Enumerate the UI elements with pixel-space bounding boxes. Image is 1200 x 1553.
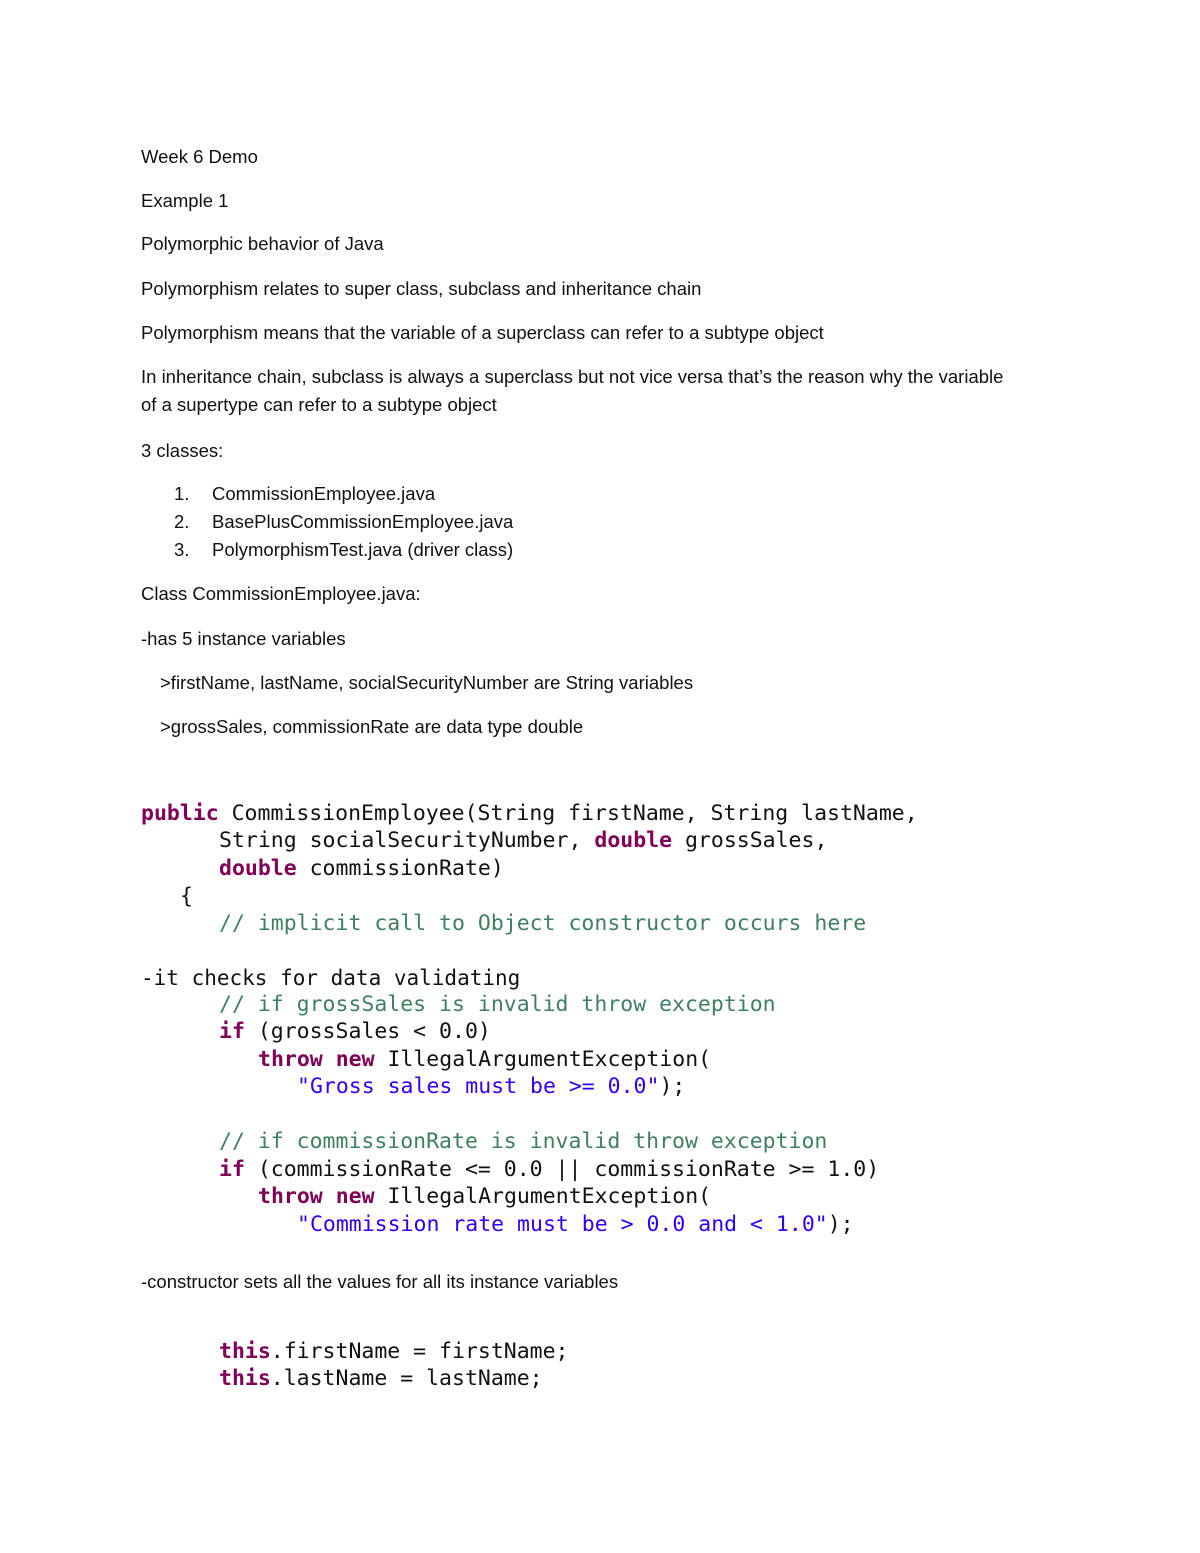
paragraph-polymorphism-means: Polymorphism means that the variable of a superclass can refer to a subtype object <box>141 322 824 343</box>
instance-variables-note: -has 5 instance variables <box>141 628 346 649</box>
code-line <box>219 1365 543 1393</box>
code-line <box>219 1128 827 1156</box>
code-line <box>219 855 504 883</box>
keyword-public: public <box>141 801 219 826</box>
example-label: Example 1 <box>141 190 229 211</box>
code-comment: // implicit call to Object constructor occurs here <box>219 911 867 936</box>
code-line <box>219 991 776 1019</box>
code-text: IllegalArgumentException( <box>374 1047 712 1072</box>
code-string: "Commission rate must be > 0.0 and < 1.0" <box>297 1212 828 1237</box>
code-text: (grossSales < 0.0) <box>244 1019 491 1044</box>
code-text: (commissionRate <= 0.0 || commissionRate >= 1.0) <box>244 1157 880 1182</box>
double-variables-note: >grossSales, commissionRate are data type double <box>160 716 584 737</box>
code-text: CommissionEmployee(String firstName, String lastName, <box>218 801 918 826</box>
code-string: "Gross sales must be >= 0.0" <box>297 1074 660 1099</box>
checks-note: -it checks for data validating <box>141 966 521 990</box>
code-text: .lastName = lastName; <box>270 1366 543 1391</box>
code-comment: // if commissionRate is invalid throw exception <box>219 1129 828 1154</box>
paragraph-inheritance-line1: In inheritance chain, subclass is always a superclass but not vice versa that’s the reason why the variable <box>141 366 1004 387</box>
list-item: BasePlusCommissionEmployee.java <box>212 511 514 532</box>
code-line <box>219 1018 491 1046</box>
keyword-this: this <box>219 1366 271 1391</box>
code-line <box>219 1338 569 1366</box>
code-line <box>258 1183 711 1211</box>
code-text: grossSales, <box>672 828 828 853</box>
constructor-note: -constructor sets all the values for all its instance variables <box>141 1271 619 1292</box>
list-item: PolymorphismTest.java (driver class) <box>212 539 514 560</box>
keyword-throw: throw <box>258 1047 323 1072</box>
code-line <box>180 883 193 911</box>
document-title: Week 6 Demo <box>141 146 258 167</box>
code-text: .firstName = firstName; <box>270 1339 569 1364</box>
list-item-number: 3. <box>174 539 190 560</box>
list-item-number: 1. <box>174 483 190 504</box>
code-line <box>258 1046 711 1074</box>
code-brace: { <box>180 884 193 909</box>
code-line <box>219 910 866 938</box>
string-variables-note: >firstName, lastName, socialSecurityNumber are String variables <box>160 672 694 693</box>
paragraph-inheritance-line2: of a supertype can refer to a subtype object <box>141 394 497 415</box>
paragraph-polymorphic-behavior: Polymorphic behavior of Java <box>141 233 384 254</box>
code-text: String socialSecurityNumber, <box>219 828 595 853</box>
code-text: ); <box>827 1212 854 1237</box>
classes-heading: 3 classes: <box>141 440 224 461</box>
class-heading: Class CommissionEmployee.java: <box>141 583 421 604</box>
keyword-throw: throw <box>258 1184 323 1209</box>
list-item: CommissionEmployee.java <box>212 483 436 504</box>
list-item-number: 2. <box>174 511 190 532</box>
keyword-if: if <box>219 1157 245 1182</box>
paragraph-polymorphism-relates: Polymorphism relates to super class, subclass and inheritance chain <box>141 278 702 299</box>
keyword-double: double <box>594 828 673 853</box>
keyword-if: if <box>219 1019 245 1044</box>
code-line <box>219 1156 879 1184</box>
keyword-new: new <box>335 1047 375 1072</box>
code-line <box>141 800 918 828</box>
code-comment: // if grossSales is invalid throw exception <box>219 992 776 1017</box>
code-text: ); <box>659 1074 686 1099</box>
code-line <box>297 1073 685 1101</box>
keyword-double: double <box>219 856 297 881</box>
keyword-this: this <box>219 1339 271 1364</box>
code-text: commissionRate) <box>296 856 504 881</box>
keyword-new: new <box>335 1184 375 1209</box>
code-line <box>219 827 827 855</box>
code-text: IllegalArgumentException( <box>374 1184 712 1209</box>
code-line <box>297 1211 854 1239</box>
